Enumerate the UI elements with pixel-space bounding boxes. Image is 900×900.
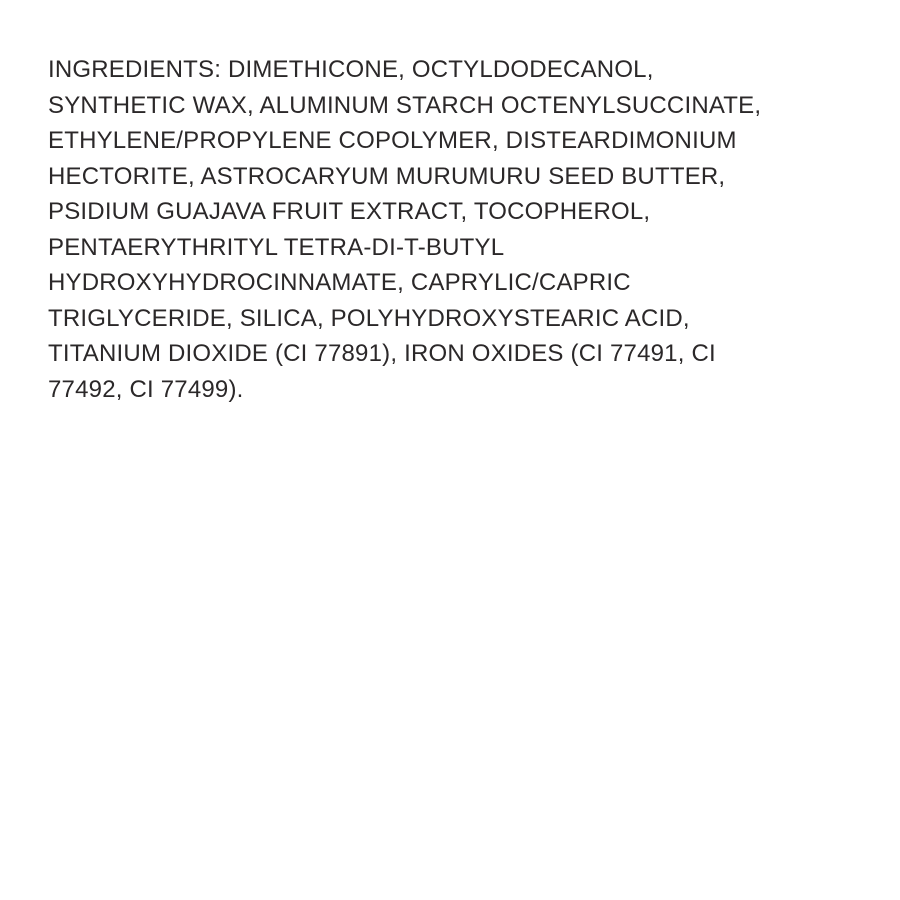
ingredients-line: HYDROXYHYDROCINNAMATE, CAPRYLIC/CAPRIC	[48, 269, 631, 296]
ingredients-line: SYNTHETIC WAX, ALUMINUM STARCH OCTENYLSUCCINATE,	[48, 91, 762, 119]
ingredients-line: TRIGLYCERIDE, SILICA, POLYHYDROXYSTEARIC ACID,	[48, 304, 690, 332]
ingredients-text	[48, 52, 870, 407]
ingredients-line: HECTORITE, ASTROCARYUM MURUMURU SEED BUTTER,	[48, 162, 726, 190]
ingredients-line: ETHYLENE/PROPYLENE COPOLYMER, DISTEARDIMONIUM	[48, 127, 737, 154]
ingredients-line: TITANIUM DIOXIDE (CI 77891), IRON OXIDES (CI 77491, CI	[48, 340, 716, 367]
ingredients-line: PSIDIUM GUAJAVA FRUIT EXTRACT, TOCOPHEROL,	[48, 198, 651, 225]
ingredients-line: PENTAERYTHRITYL TETRA-DI-T-BUTYL	[48, 233, 505, 261]
ingredients-line: 77492, CI 77499).	[48, 375, 244, 403]
ingredients-line: INGREDIENTS: DIMETHICONE, OCTYLDODECANOL,	[48, 56, 654, 83]
